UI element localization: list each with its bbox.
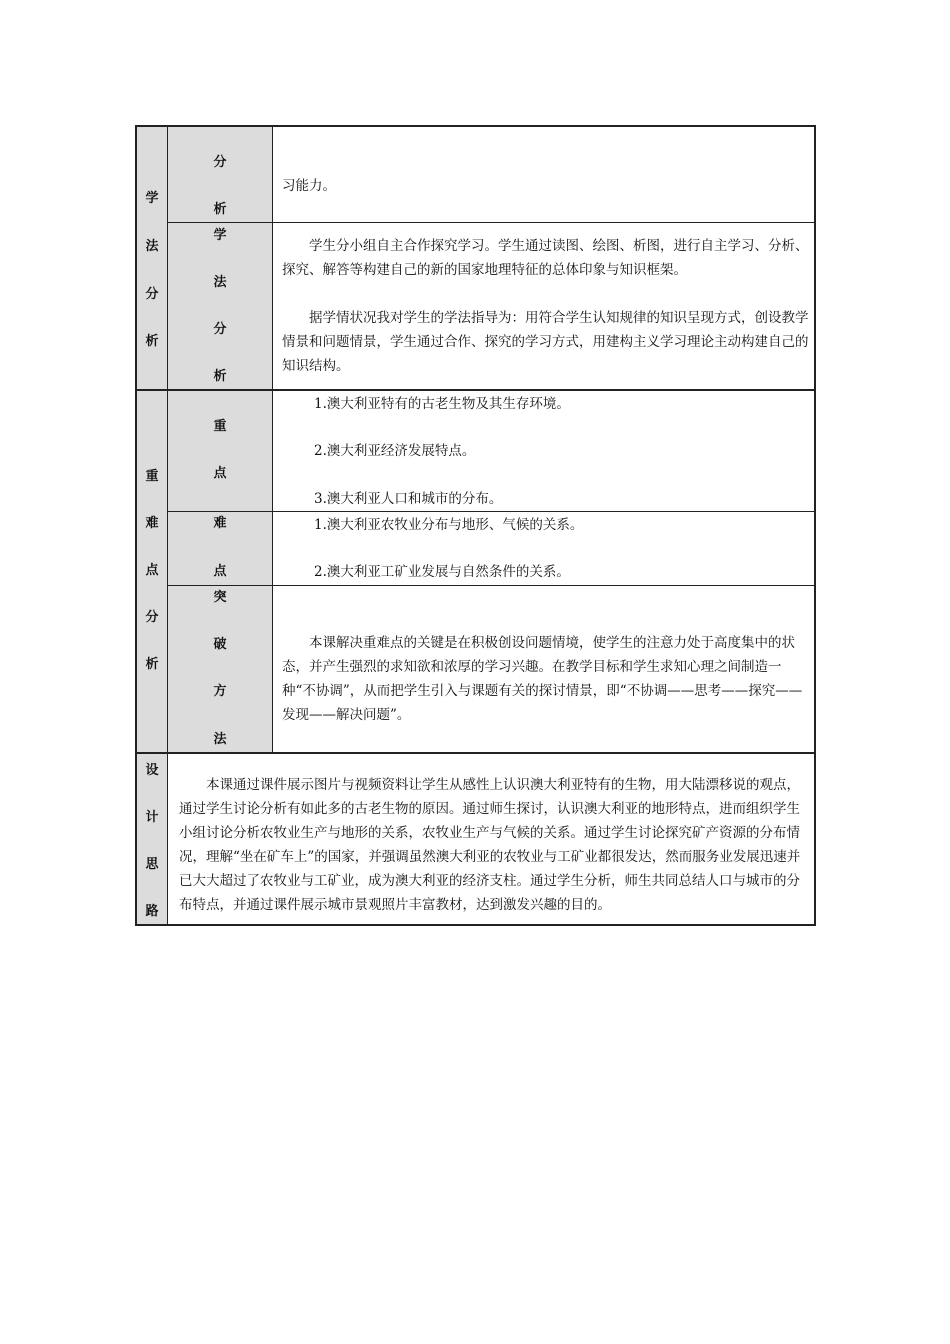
xuefa-para1: 学生分小组自主合作探究学习。学生通过读图、绘图、析图，进行自主学习、分析、探究、解答等构建自己的新的国家地理特征的总体印象与知识框架。 [282, 238, 809, 278]
label-char: 点 [145, 563, 159, 578]
xuefa-main-label [137, 127, 167, 389]
label-char: 析 [213, 202, 227, 217]
lesson-plan-table [135, 125, 816, 926]
label-char: 计 [145, 810, 159, 825]
label-char: 难 [145, 516, 159, 531]
label-char: 路 [145, 904, 159, 919]
zhongdian-sub-label [168, 391, 272, 511]
label-char: 分 [145, 610, 159, 625]
label-char: 析 [213, 369, 227, 384]
zhongdian-item-1: 1.澳大利亚特有的古老生物及其生存环境。 [314, 396, 570, 412]
nandian-sub-label [168, 512, 272, 585]
sheji-main-label [137, 754, 167, 924]
label-char: 点 [213, 466, 227, 481]
label-char: 分 [145, 287, 159, 302]
label-char: 学 [213, 228, 227, 243]
label-char: 难 [213, 516, 227, 531]
nandian-item-1: 1.澳大利亚农牧业分布与地形、气候的关系。 [314, 517, 584, 533]
label-char: 思 [145, 857, 159, 872]
label-char: 突 [213, 590, 227, 605]
xuefa-row1-text: 习能力。 [282, 178, 336, 194]
zhongdian-item-3: 3.澳大利亚人口和城市的分布。 [314, 491, 503, 507]
xuefa-para2: 据学情状况我对学生的学法指导为：用符合学生认知规律的知识呈现方式，创设教学情景和问题情景，学生通过合作、探究的学习方式，用建构主义学习理论主动构建自己的知识结构。 [282, 310, 809, 374]
label-char: 方 [213, 684, 227, 699]
tupo-text: 本课解决重难点的关键是在积极创设问题情境，使学生的注意力处于高度集中的状态，并产生强烈的求知欲和浓厚的学习兴趣。在教学目标和学生求知心理之间制造一种“不协调”，从而把学生引入与课题有关的探讨情景，即“不协调——思考——探究——发现——解决问题”。 [282, 635, 803, 723]
label-char: 法 [213, 275, 227, 290]
label-char: 分 [213, 322, 227, 337]
tupo-sub-label [168, 586, 272, 752]
label-char: 法 [145, 239, 159, 254]
nandian-item-2: 2.澳大利亚工矿业发展与自然条件的关系。 [314, 564, 570, 580]
xuefa-row1-sub-label [168, 127, 272, 222]
xuefa-row2-sub-label [168, 223, 272, 389]
label-char: 破 [213, 637, 227, 652]
label-char: 重 [145, 469, 159, 484]
zhongnan-main-label [137, 391, 167, 752]
zhongdian-item-2: 2.澳大利亚经济发展特点。 [314, 443, 476, 459]
label-char: 设 [145, 763, 159, 778]
label-char: 析 [145, 657, 159, 672]
label-char: 分 [213, 155, 227, 170]
label-char: 学 [145, 191, 159, 206]
sheji-text: 本课通过课件展示图片与视频资料让学生从感性上认识澳大利亚特有的生物，用大陆漂移说的观点，通过学生讨论分析有如此多的古老生物的原因。通过师生探讨，认识澳大利亚的地形特点，进而组织学生小组讨论分析农牧业生产与地形的关系，农牧业生产与气候的关系。通过学生讨论探究矿产资源的分布情况，理解“坐在矿车上”的国家，并强调虽然澳大利亚的农牧业与工矿业都很发达，然而服务业发展迅速并已大大超过了农牧业与工矿业，成为澳大利亚的经济支柱。通过学生分析，师生共同总结人口与城市的分布特点，并通过课件展示城市景观照片丰富教材，达到激发兴趣的目的。 [179, 777, 801, 913]
label-char: 点 [213, 564, 227, 579]
label-char: 法 [213, 732, 227, 747]
label-char: 重 [213, 419, 227, 434]
label-char: 析 [145, 334, 159, 349]
